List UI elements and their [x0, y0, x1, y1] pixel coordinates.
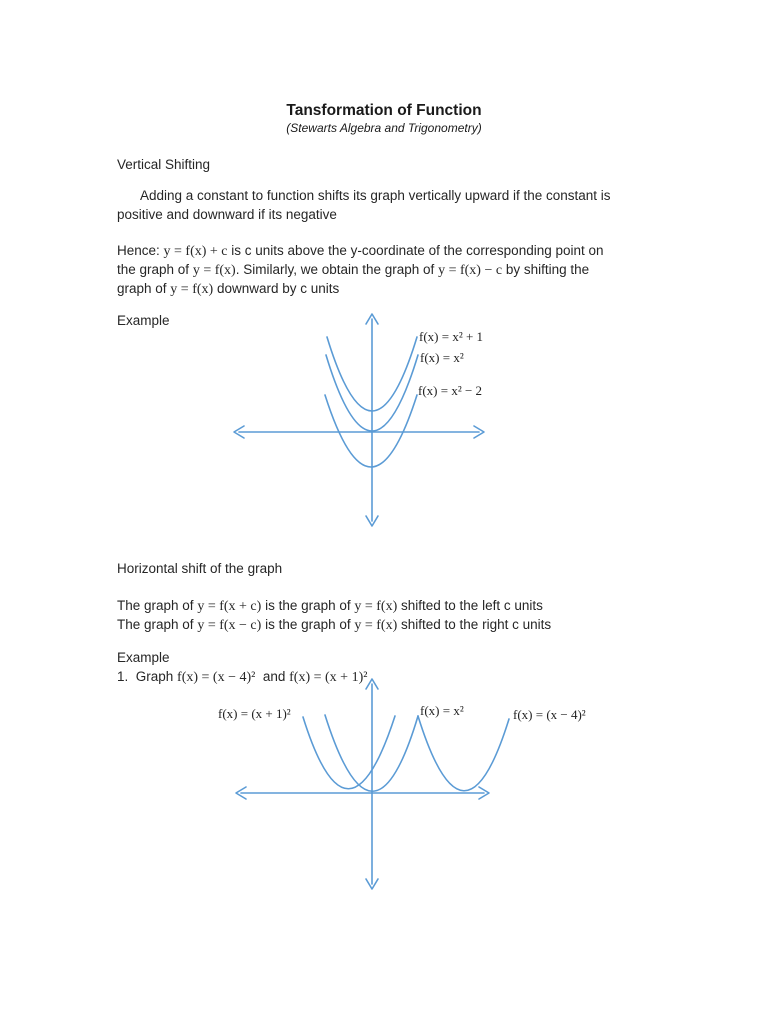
- text-run: Hence:: [117, 243, 164, 258]
- math-expression: y = f(x): [354, 599, 398, 614]
- document-title: Tansformation of Function: [286, 102, 482, 119]
- paragraph-line: positive and downward if its negative: [117, 207, 337, 222]
- horizontal-shift-graph: [215, 670, 610, 900]
- math-expression: y = f(x) − c: [438, 263, 503, 278]
- section-heading-vertical-shifting: Vertical Shifting: [117, 157, 211, 172]
- paragraph-line: [117, 596, 543, 616]
- math-expression: y = f(x): [170, 282, 214, 297]
- math-expression: y = f(x): [354, 618, 398, 633]
- math-expression: f(x) = (x + 1)²: [289, 670, 368, 685]
- text-run: The graph of: [117, 617, 198, 632]
- paragraph-line: [117, 260, 589, 280]
- curve-x-minus-4-squared: [418, 716, 509, 791]
- curve-x-plus-1-squared: [303, 716, 395, 789]
- math-expression: y = f(x + c): [197, 599, 262, 614]
- text-run: . Similarly, we obtain the graph of: [235, 262, 439, 277]
- example-label: Example: [117, 650, 170, 665]
- math-expression: y = f(x − c): [197, 618, 262, 633]
- curve-label: f(x) = (x − 4)²: [513, 707, 586, 722]
- example-label: Example: [117, 313, 170, 328]
- text-run: and: [255, 669, 290, 684]
- text-run: shifted to the left c units: [397, 598, 543, 613]
- curve-label: f(x) = x²: [420, 350, 464, 365]
- graph-strokes: [234, 314, 484, 526]
- text-run: is c units above the y-coordinate of the corresponding point on: [227, 243, 604, 258]
- text-run: the graph of: [117, 262, 193, 277]
- curve-label: f(x) = x² + 1: [419, 329, 484, 344]
- paragraph-line: Adding a constant to function shifts its graph vertically upward if the constant is: [140, 188, 611, 203]
- vertical-shift-graph: [225, 305, 505, 537]
- math-expression: y = f(x) + c: [163, 244, 228, 259]
- section-heading-horizontal-shift: Horizontal shift of the graph: [117, 561, 283, 576]
- text-run: shifted to the right c units: [397, 617, 552, 632]
- curve-label: f(x) = (x + 1)²: [218, 706, 291, 721]
- paragraph-line: [117, 615, 551, 635]
- math-expression: f(x) = (x − 4)²: [177, 670, 256, 685]
- curve-label: f(x) = x² − 2: [418, 383, 483, 398]
- math-expression: y = f(x): [192, 263, 236, 278]
- curve-label: f(x) = x²: [420, 703, 464, 718]
- text-run: is the graph of: [261, 617, 355, 632]
- text-run: downward by c units: [213, 281, 340, 296]
- text-run: 1. Graph: [117, 669, 178, 684]
- document-subtitle: (Stewarts Algebra and Trigonometry): [286, 121, 482, 135]
- text-run: by shifting the: [502, 262, 590, 277]
- text-run: The graph of: [117, 598, 198, 613]
- text-run: graph of: [117, 281, 171, 296]
- paragraph-line: [117, 241, 604, 261]
- paragraph-line: [117, 279, 339, 299]
- text-run: is the graph of: [261, 598, 355, 613]
